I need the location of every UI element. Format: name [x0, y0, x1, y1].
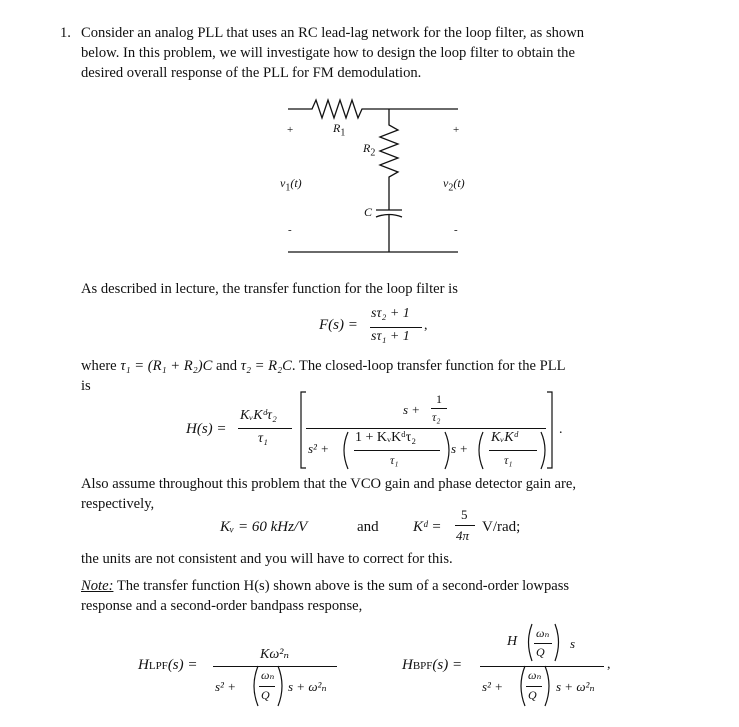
BPF-den-Q: Q [528, 688, 537, 702]
H-inner-num-s: s + [403, 402, 421, 417]
LPF-den-wn: ωₙ [261, 668, 275, 682]
H-inner-num-tau: τ₂ [432, 410, 441, 424]
BPF-num-H: H [507, 634, 518, 649]
HBPF-lhs: HBPF(s) = [402, 657, 463, 673]
intro-line-3: desired overall response of the PLL for FM demodulation. [81, 65, 422, 81]
BPF-num-Q: Q [536, 645, 545, 659]
Kv-equation: Kᵥ = 60 kHz/V [220, 519, 308, 535]
Kd-denominator: 4π [456, 528, 470, 543]
lecture-line: As described in lecture, the transfer function for the loop filter is [81, 281, 458, 297]
BPF-num-wn: ωₙ [536, 626, 550, 640]
assume-line-2: respectively, [81, 496, 155, 512]
r1-label: $R_1$ [333, 121, 346, 139]
HLPF-lhs: HLPF(s) = [138, 657, 198, 673]
assume-line-1: Also assume throughout this problem that the VCO gain and phase detector gain are, [81, 476, 576, 492]
v1-label: $v_1(t)$ [280, 176, 302, 194]
r2-label: $R_2$ [363, 141, 376, 159]
v1-minus-sign: - [288, 224, 292, 236]
F-trailing-comma: , [424, 318, 428, 333]
Kd-unit: V/rad; [482, 519, 521, 535]
problem-number: 1. [60, 25, 71, 41]
where-line-2: is [81, 378, 91, 394]
v2-plus-sign: + [453, 124, 460, 136]
v2-label: $v_2(t)$ [443, 176, 465, 194]
LPF-den-s2: s² + [215, 679, 236, 694]
and-word: and [357, 519, 379, 535]
BPF-den-s2: s² + [482, 679, 503, 694]
BPF-den-tail: s + ω²ₙ [556, 679, 595, 694]
units-line: the units are not consistent and you will have to correct for this. [81, 551, 453, 567]
LPF-den-tail: s + ω²ₙ [288, 679, 327, 694]
LPF-den-Q: Q [261, 688, 270, 702]
H-coef-numerator: KᵥKᵈτ₂ [240, 408, 277, 423]
Kd-lhs: Kᵈ = [413, 519, 442, 535]
note-line-2: response and a second-order bandpass response, [81, 598, 363, 614]
intro-line-2: below. In this problem, we will investigate how to design the loop filter to obtain the [81, 45, 575, 61]
H-den-mid-denominator: τ₁ [390, 453, 399, 467]
H-den-s2: s² + [308, 441, 329, 456]
F-numerator: sτ₂ + 1 [371, 306, 410, 321]
H-coef-denominator: τ₁ [258, 431, 268, 446]
H-den-last-numerator: KᵥKᵈ [491, 430, 518, 445]
c-label: C [364, 205, 373, 219]
H-inner-num-one: 1 [436, 392, 442, 406]
intro-line-1: Consider an analog PLL that uses an RC lead-lag network for the loop filter, as shown [81, 25, 585, 41]
BPF-den-wn: ωₙ [528, 668, 542, 682]
H-trailing-period: . [559, 422, 563, 437]
v1-plus-sign: + [287, 124, 294, 136]
v2-minus-sign: - [454, 224, 458, 236]
H-lhs: H(s) = [186, 421, 227, 437]
HLPF-numerator: Kω²ₙ [260, 647, 290, 662]
H-den-mid-numerator: 1 + KᵥKᵈτ₂ [355, 430, 417, 445]
note-line-1: Note: The transfer function H(s) shown above is the sum of a second-order lowpass [81, 578, 570, 594]
BPF-num-s: s [570, 636, 576, 651]
F-denominator: sτ₁ + 1 [371, 329, 410, 344]
F-lhs: F(s) = [319, 317, 358, 333]
Kd-numerator: 5 [461, 507, 468, 522]
H-den-s: s + [451, 441, 469, 456]
BPF-trailing-comma: , [607, 657, 611, 672]
note-label: Note: [81, 578, 114, 594]
H-den-last-denominator: τ₁ [504, 453, 513, 467]
where-line-1: where τ₁ = (R₁ + R₂)C and τ₂ = R₂C. The closed-loop transfer function for the PLL [81, 358, 566, 374]
